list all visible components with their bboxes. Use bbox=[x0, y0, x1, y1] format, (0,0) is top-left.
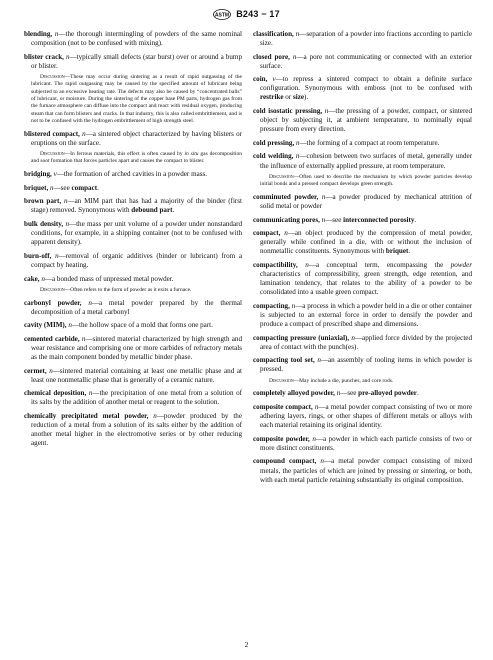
glossary-entry bbox=[253, 302, 472, 329]
entry-term: cold welding, bbox=[253, 152, 296, 161]
glossary-entry bbox=[253, 356, 472, 374]
entry-part-of-speech: v bbox=[272, 75, 276, 84]
glossary-entry bbox=[253, 53, 472, 71]
entry-definition: —the forming of a compact at room temperature. bbox=[299, 138, 440, 147]
glossary-entry bbox=[253, 139, 472, 148]
entry-term: communicating pores, bbox=[253, 215, 322, 224]
entry-definition: —sintered material characterized by high strength and wear resistance and comprising one or more carbides of refractory metals as the main component bonded by metallic binder phase. bbox=[31, 335, 243, 362]
entry-part-of-speech: n bbox=[65, 52, 70, 61]
entry-term: cold isostatic pressing, bbox=[253, 107, 325, 116]
entry-definition: —the precipitation of one metal from a solution of its salts by the addition of another metal or reagent to the solution. bbox=[31, 389, 242, 407]
entry-part-of-speech: n bbox=[291, 301, 296, 310]
glossary-entry bbox=[253, 389, 472, 398]
entry-term: cemented carbide, bbox=[24, 335, 82, 343]
entry-part-of-speech: v bbox=[53, 170, 57, 179]
entry-term: compacting, bbox=[253, 301, 292, 310]
entry-definition: —the pressing of a powder, compact, or sintered object by subjecting it, at ambient temperature, to nominally equal pressure from every direction. bbox=[260, 107, 473, 134]
entry-definition: —a conceptual term, encompassing the bbox=[308, 261, 451, 270]
glossary-entry bbox=[24, 220, 242, 247]
glossary-entry bbox=[24, 367, 242, 385]
entry-term: chemically precipitated metal powder, bbox=[24, 412, 154, 421]
glossary-entry bbox=[24, 389, 242, 407]
entry-definition-cont: characteristics of compressibility, green strength, edge retention, and lamination tendency, that relates to the ability of a powder to be consolidated into a usable green compact. bbox=[260, 270, 472, 297]
glossary-entry bbox=[253, 261, 472, 297]
entry-definition: —a metal powder compact consisting of mixed metals, the particles of which are joined by pressing or sintering, or both, with each metal particle retaining substantially its original composition. bbox=[260, 457, 472, 484]
entry-part-of-speech: n bbox=[324, 107, 329, 116]
page-number: 2 bbox=[244, 640, 249, 649]
entry-definition: —an object produced by the compression of metal powder, generally while confined in a die, with or without the inclusion of nonmetallic constituents. Synonymous with bbox=[260, 229, 473, 256]
entry-term: carbonyl powder, bbox=[24, 298, 89, 307]
entry-part-of-speech: n bbox=[312, 434, 316, 443]
left-column bbox=[24, 30, 242, 453]
entry-part-of-speech: n bbox=[296, 138, 300, 147]
entry-term: classification, bbox=[253, 30, 296, 38]
entry-cross-reference: restrike bbox=[260, 93, 284, 102]
entry-term: blister crack, bbox=[24, 52, 66, 61]
entry-part-of-speech: n bbox=[317, 356, 321, 365]
entry-cross-reference: size bbox=[292, 93, 305, 102]
entry-term: blistered compact, bbox=[24, 129, 83, 138]
discussion-note bbox=[24, 74, 242, 125]
entry-term: coin, bbox=[253, 75, 273, 84]
entry-definition: —a sintered object characterized by having blisters or eruptions on the surface. bbox=[31, 129, 243, 147]
glossary-entry bbox=[253, 193, 472, 211]
entry-term: cake, bbox=[24, 274, 42, 283]
entry-term: burn-off, bbox=[24, 251, 56, 260]
entry-definition: —a bonded mass of unpressed metal powder. bbox=[44, 274, 174, 283]
document-id: B243 − 17 bbox=[236, 9, 280, 19]
glossary-entry bbox=[253, 107, 472, 134]
glossary-entry bbox=[253, 334, 472, 352]
glossary-entry bbox=[24, 30, 242, 48]
entry-definition: —the thorough intermingling of powders of the same nominal composition (not to be confused with mixing). bbox=[31, 30, 242, 48]
entry-definition: —the mass per unit volume of a powder under nonstandard conditions, for example, in a shipping container (not to be confused with apparent density). bbox=[31, 220, 242, 247]
entry-definition: —cohesion between two surfaces of metal, generally under the influence of externally applied pressure, at room temperature. bbox=[260, 152, 472, 170]
entry-definition: —a metal powder compact consisting of two or more adhering layers, rings, or other shapes of different metals or alloys with each material retaining its original identity. bbox=[260, 403, 472, 430]
astm-logo-icon bbox=[213, 9, 231, 20]
entry-definition: —a metal powder prepared by the thermal decomposition of a metal carbonyl bbox=[31, 298, 243, 316]
entry-part-of-speech: n bbox=[49, 366, 53, 375]
entry-term: composite powder, bbox=[253, 434, 313, 443]
entry-definition: —see bbox=[53, 183, 72, 192]
entry-part-of-speech: n bbox=[68, 321, 72, 330]
entry-definition: —to repress a sintered compact to obtain a definite surface configuration. Synonymous with emboss (not to be confused with bbox=[260, 75, 472, 93]
entry-term: brown part, bbox=[24, 197, 64, 206]
glossary-entry bbox=[24, 197, 242, 215]
entry-definition-tail: ). bbox=[304, 93, 309, 102]
discussion-note bbox=[253, 378, 472, 385]
entry-part-of-speech: n bbox=[295, 152, 300, 161]
discussion-text: gas decomposition and soot formation that forces particles apart and causes the compact to blister. bbox=[31, 151, 242, 165]
entry-term: completely alloyed powder, bbox=[253, 389, 337, 398]
entry-part-of-speech: n bbox=[292, 52, 297, 61]
entry-definition: —an assembly of tooling items in which powder is pressed. bbox=[260, 356, 472, 374]
entry-definition-tail: . bbox=[97, 183, 99, 192]
entry-definition: —see bbox=[325, 215, 344, 224]
entry-definition: —the hollow space of a mold that forms one part. bbox=[71, 321, 213, 330]
entry-part-of-speech: n bbox=[336, 389, 341, 398]
entry-part-of-speech: n bbox=[284, 229, 288, 238]
glossary-entry bbox=[24, 335, 242, 362]
entry-part-of-speech: n bbox=[88, 298, 92, 307]
entry-cross-reference: interconnected porosity bbox=[343, 215, 415, 224]
discussion-label: Discussion bbox=[40, 151, 65, 158]
entry-part-of-speech: n bbox=[50, 183, 54, 192]
discussion-label: Discussion bbox=[269, 173, 294, 180]
entry-definition: —a powder in which each particle consists of two or more distinct constituents. bbox=[260, 434, 472, 452]
entry-emphasis: powder bbox=[450, 261, 472, 270]
entry-definition: —an MIM part that has had a majority of the binder (first stage) removed. Synonymous with bbox=[31, 197, 243, 215]
entry-part-of-speech: n bbox=[351, 333, 355, 342]
entry-definition: —a powder produced by mechanical attrition of solid metal or powder bbox=[260, 192, 473, 211]
entry-definition: —applied force divided by the projected area of contact with the punch(es). bbox=[260, 333, 472, 351]
entry-cross-reference: pre-alloyed powder bbox=[358, 389, 417, 398]
discussion-text: —These may occur during sintering as a result of rapid outgassing of the lubricant. The rapid outgassing may be caused by the specified amount of lubricant being subjected to an excessive heating rate. The defects may also be caused by “concentrated balls” of lubricant, or moisture. During the sintering of the copper base PM parts, hydrogen gas from the furnace atmosphere can diffuse into the compact and react with residual oxygen, producing steam that can form blisters and cracks. In that industry, this is also called embrittlement, and is not to be confused with the hydrogen embrittlement of high strength steel. bbox=[31, 74, 242, 124]
discussion-text: —Often used to describe the mechanism by which powder particles develop initial bonds and a pressed compact develops green strength. bbox=[260, 173, 472, 188]
entry-definition-tail: . bbox=[172, 206, 175, 215]
discussion-emphasis: in situ bbox=[184, 151, 199, 158]
entry-part-of-speech: n bbox=[314, 403, 319, 412]
entry-term: compound compact, bbox=[253, 457, 321, 466]
discussion-note bbox=[24, 287, 242, 294]
entry-term: compact, bbox=[253, 229, 285, 238]
entry-part-of-speech: n bbox=[321, 192, 326, 201]
entry-definition: —powder produced by the reduction of a metal from a solution of its salts either by the addition of another metal higher in the electromotive series or by other reducing agent. bbox=[31, 412, 242, 448]
entry-term: compacting tool set, bbox=[253, 356, 318, 365]
entry-term: cavity (MIM), bbox=[24, 321, 69, 330]
glossary-entry bbox=[253, 75, 472, 102]
glossary-entry bbox=[253, 30, 472, 48]
entry-definition-tail: . bbox=[416, 389, 419, 398]
glossary-entry bbox=[24, 53, 242, 71]
glossary-entry bbox=[24, 321, 242, 330]
entry-term: cold pressing, bbox=[253, 138, 297, 147]
glossary-entry bbox=[24, 299, 242, 317]
entry-part-of-speech: n bbox=[295, 30, 300, 38]
entry-part-of-speech: n bbox=[54, 30, 59, 38]
entry-part-of-speech: n bbox=[82, 129, 86, 138]
entry-term: compacting pressure (uniaxial), bbox=[253, 333, 352, 342]
entry-definition: —removal of organic additives (binder or lubricant) from a compact by heating. bbox=[31, 251, 242, 269]
discussion-text: —Often refers to the form of powder as it exits a furnace. bbox=[64, 286, 192, 293]
entry-part-of-speech: n bbox=[41, 274, 45, 283]
entry-term: cermet, bbox=[24, 366, 50, 375]
entry-term: briquet, bbox=[24, 183, 51, 192]
entry-part-of-speech: n bbox=[65, 220, 69, 229]
entry-definition: —a process in which a powder held in a die or other container is subjected to an external force in order to densify the powder and produce a compact of prescribed shape and dimensions. bbox=[260, 301, 473, 328]
entry-part-of-speech: n bbox=[153, 412, 157, 421]
page-header bbox=[0, 6, 493, 22]
entry-definition-cont: or bbox=[283, 93, 293, 102]
entry-part-of-speech: n bbox=[305, 261, 309, 270]
entry-definition: —separation of a powder into fractions according to particle size. bbox=[260, 30, 472, 48]
entry-term: composite compact, bbox=[253, 403, 315, 412]
entry-term: bridging, bbox=[24, 170, 54, 179]
entry-definition: —typically small defects (star burst) over or around a bump or blister. bbox=[31, 52, 242, 70]
glossary-entry bbox=[24, 412, 242, 448]
entry-term: chemical deposition, bbox=[24, 389, 89, 398]
discussion-text: —In ferrous materials, this effect is often caused by bbox=[64, 151, 185, 158]
entry-part-of-speech: n bbox=[63, 197, 68, 206]
glossary-entry bbox=[253, 457, 472, 484]
glossary-entry bbox=[253, 229, 472, 256]
entry-cross-reference: debound part bbox=[131, 206, 173, 215]
glossary-entry bbox=[253, 403, 472, 430]
discussion-note bbox=[253, 174, 472, 189]
glossary-entry bbox=[24, 170, 242, 179]
entry-term: closed pore, bbox=[253, 52, 293, 61]
glossary-entry bbox=[24, 252, 242, 270]
entry-term: blending, bbox=[24, 30, 55, 38]
entry-part-of-speech: n bbox=[321, 215, 326, 224]
glossary-entry bbox=[253, 152, 472, 170]
entry-cross-reference: briquet bbox=[385, 247, 409, 256]
entry-term: comminuted powder, bbox=[253, 192, 322, 201]
glossary-entry bbox=[24, 130, 242, 148]
entry-definition-tail: . bbox=[408, 247, 411, 256]
discussion-note bbox=[24, 151, 242, 166]
glossary-entry bbox=[24, 275, 242, 284]
entry-definition: —a pore not communicating or connected with an exterior surface. bbox=[260, 52, 472, 70]
glossary-entry bbox=[253, 216, 472, 225]
glossary-entry bbox=[24, 184, 242, 193]
entry-definition: —the formation of arched cavities in a powder mass. bbox=[56, 170, 208, 179]
discussion-label: Discussion bbox=[269, 377, 294, 384]
entry-cross-reference: compact bbox=[71, 183, 98, 192]
svg-text:ASTM: ASTM bbox=[215, 11, 230, 18]
entry-part-of-speech: n bbox=[88, 389, 93, 398]
entry-term: bulk density, bbox=[24, 220, 66, 229]
entry-definition-tail: . bbox=[414, 215, 417, 224]
glossary-entry bbox=[253, 435, 472, 453]
discussion-label: Discussion bbox=[40, 74, 65, 81]
discussion-text: —May include a die, punches, and core rods. bbox=[293, 377, 394, 384]
entry-definition: —sintered material containing at least one metallic phase and at least one nonmetallic phase that is generally of a ceramic nature. bbox=[31, 366, 242, 384]
entry-definition: —see bbox=[340, 389, 359, 398]
entry-term: compactibility, bbox=[253, 261, 306, 270]
right-column bbox=[253, 30, 472, 489]
entry-part-of-speech: n bbox=[81, 335, 86, 343]
discussion-label: Discussion bbox=[40, 286, 65, 293]
entry-part-of-speech: n bbox=[320, 457, 324, 466]
entry-part-of-speech: n bbox=[55, 251, 59, 260]
